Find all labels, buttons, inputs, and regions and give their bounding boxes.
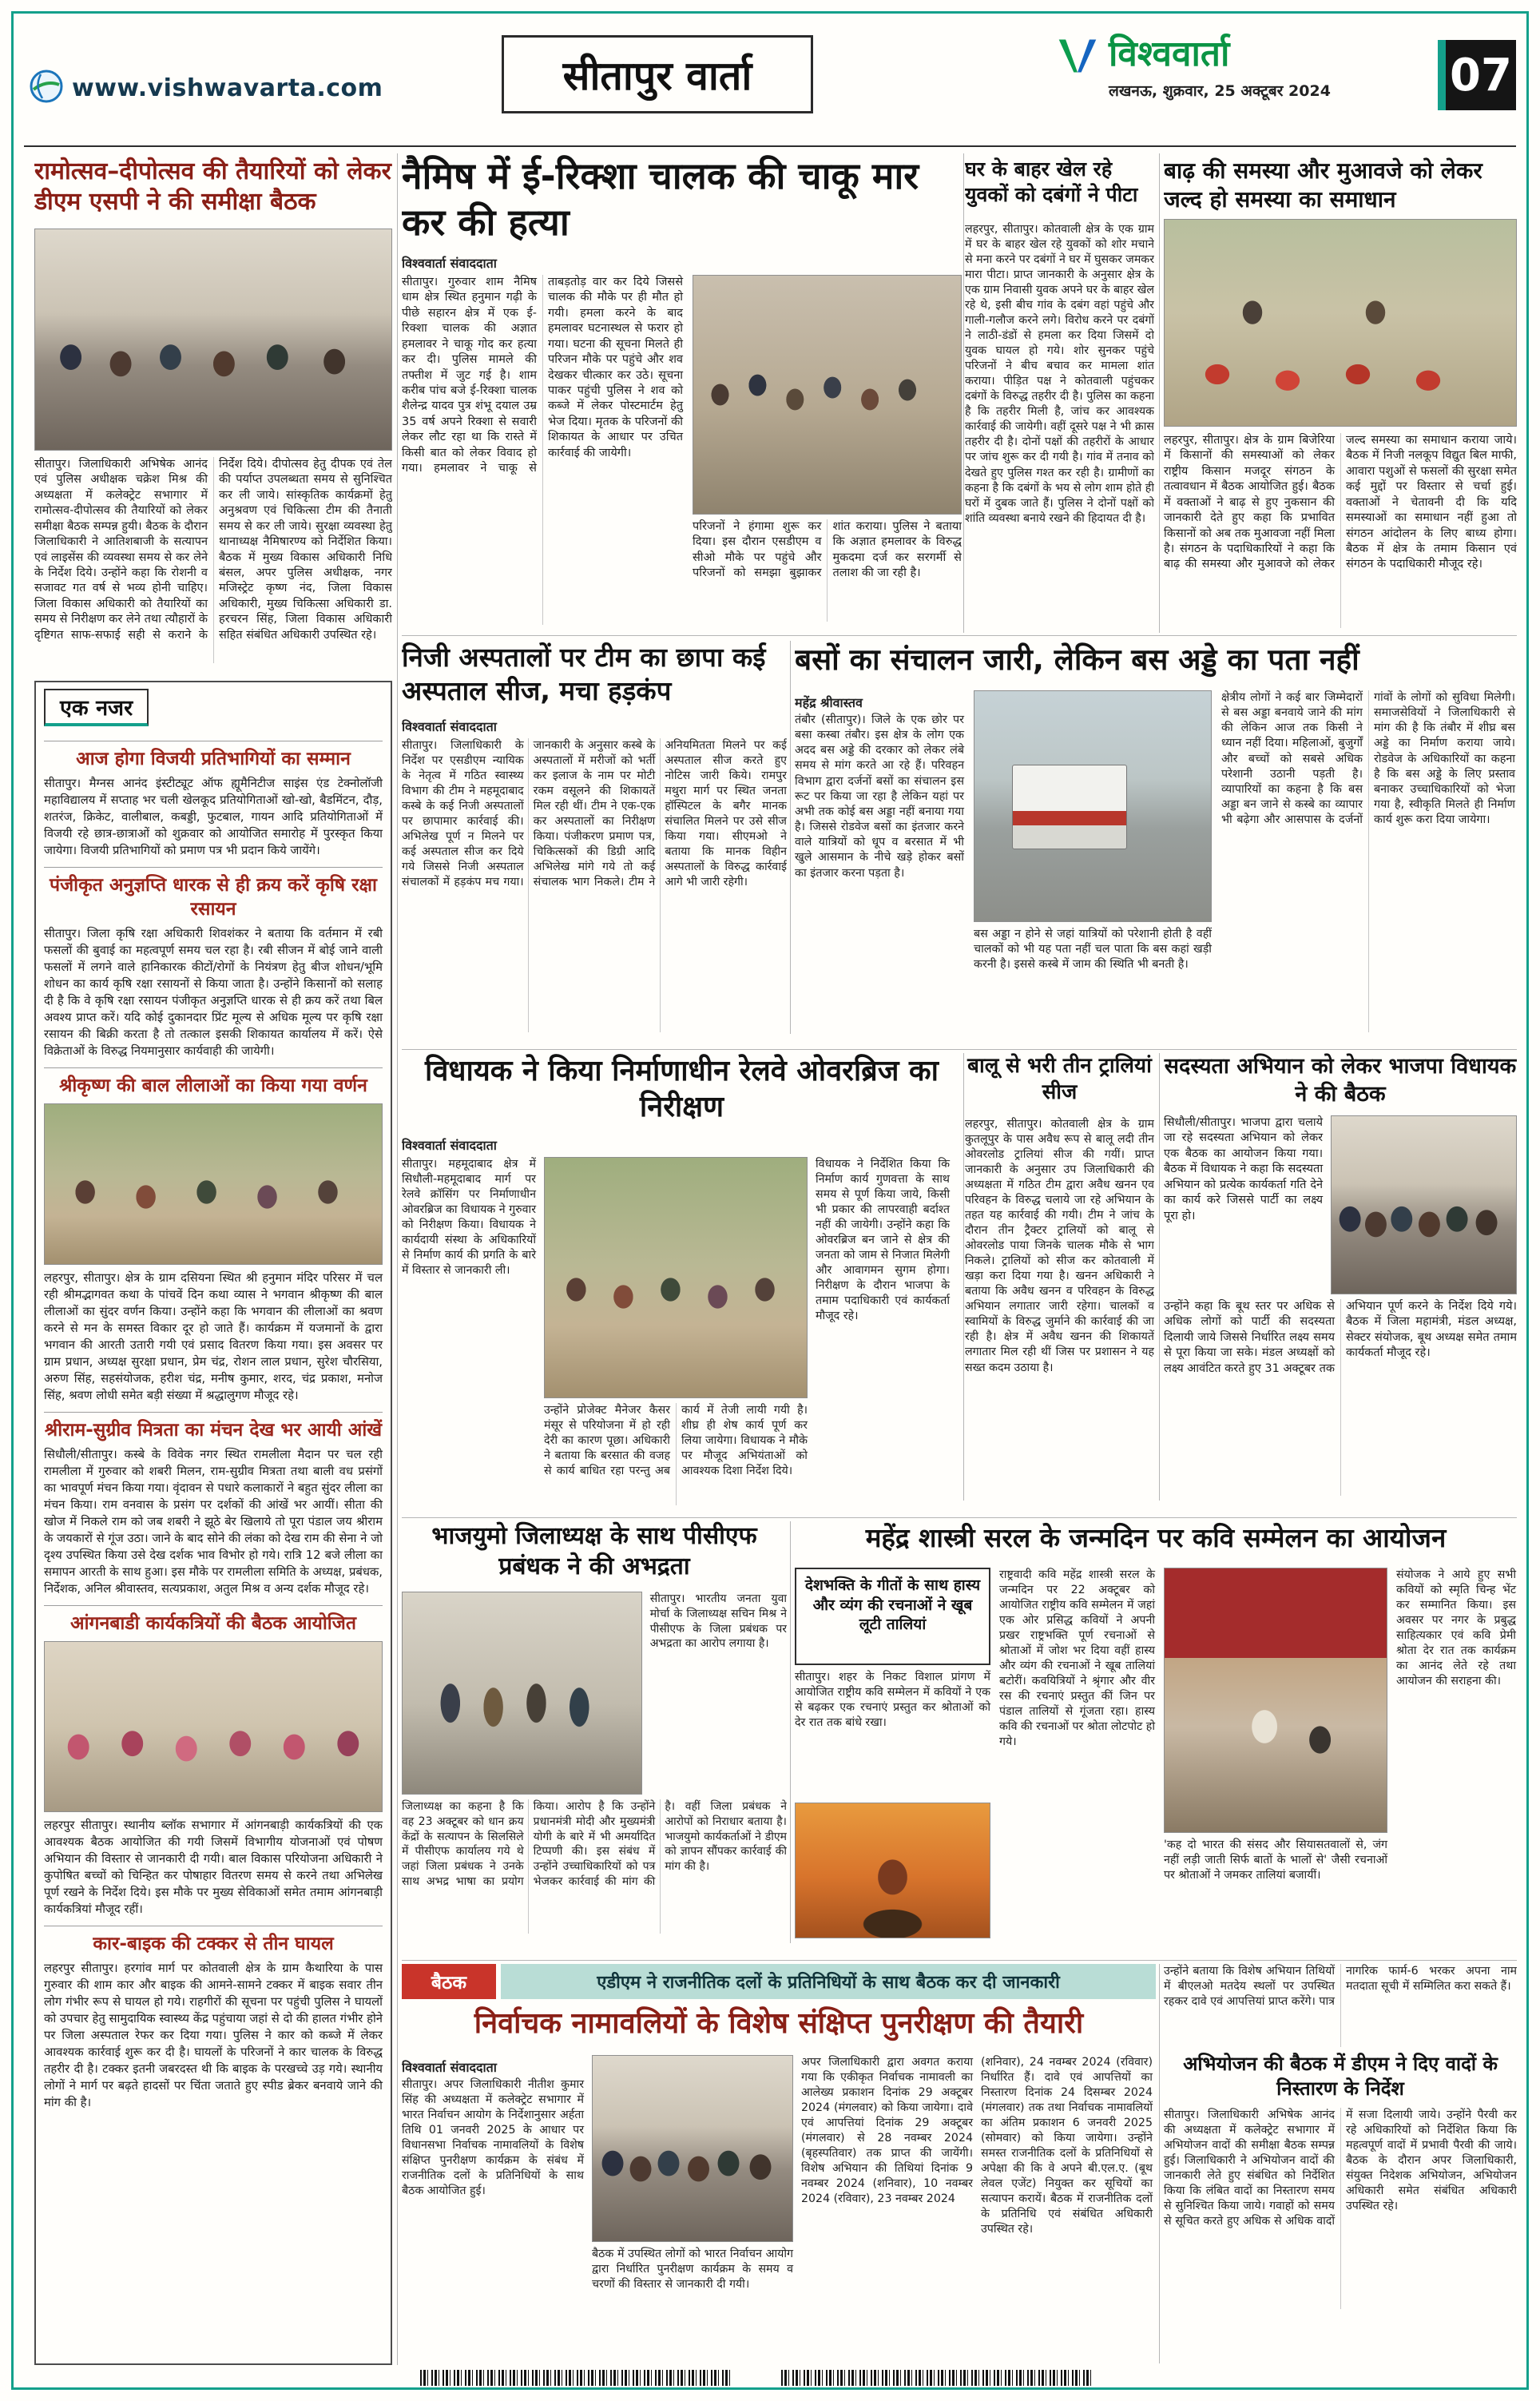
article-body: अपर जिलाधिकारी द्वारा अवगत कराया गया कि एकीकृत निर्वाचक नामावली का आलेख्य प्रकाशन दिनांक 29 अक्टूबर 2024 (मंगलवार) को किया जायेगा। दावे एवं आपत्तियां दिनांक 29 अक्टूबर (मंगलवार) से 28 नवम्बर 2024 (बृहस्पतिवार) तक प्राप्त की जायेंगी। विशेष अभियान की तिथियां दिनांक 9 नवम्बर 2024 (शनिवार), 10 नवम्बर 2024 (रविवार), 23 नवम्बर 2024 (801, 2056, 973, 2206)
article-nirvachak (402, 1964, 1156, 2363)
article-body: उन्होंने प्रोजेक्ट मैनेजर कैसर मंसूर से परियोजना में हो रही देरी का कारण पूछा। अधिकारी ने बताया कि बरसात की वजह से कार्य बाधित रहा परन्तु अब कार्य में तेजी लायी गयी है। शीघ्र ही शेष कार्य पूर्ण कर लिया जायेगा। विधायक ने मौके पर मौजूद अभियंताओं को आवश्यक दिशा निर्देश दिये। (544, 1404, 808, 1478)
headline: आंगनबाडी कार्यकत्रियों की बैठक आयोजित (70, 1613, 356, 1635)
page-number-accent (1438, 40, 1446, 110)
column-divider (1159, 153, 1160, 633)
article-body: सिधौली/सीतापुर। भाजपा द्वारा चलाये जा रहे सदस्यता अभियान को लेकर एक बैठक का आयोजन किया गया। बैठक में विधायक ने कहा कि सदस्यता अभियान को प्रत्येक कार्यकर्ता गति देने का कार्य करे जिससे पार्टी का लक्ष्य पूरा हो। (1164, 1116, 1324, 1222)
article-bhajyumo (402, 1521, 787, 1940)
article-photo (1164, 219, 1517, 427)
brand-name: विश्ववार्ता (1109, 34, 1230, 74)
article-body: संयोजक ने आये हुए सभी कवियों को स्मृति चिन्ह भेंट कर सम्मानित किया। इस अवसर पर नगर के प्रबुद्ध साहित्यकार एवं कवि प्रेमी श्रोता देर रात तक कार्यक्रम का आनंद लेते रहे तथा आयोजन की सराहना की। (1396, 1568, 1516, 1688)
article-body: सीतापुर। जिलाधिकारी के निर्देश पर एसडीएम न्यायिक के नेतृत्व में गठित स्वास्थ्य विभाग की टीम ने महमूदाबाद कस्बे के कई निजी अस्पतालों पर छापामार कार्रवाई की। अभिलेख पूर्ण न मिलने पर कई अस्पताल सीज कर दिये गये जिससे निजी अस्पताल संचालकों में हड़कंप मच गया। जानकारी के अनुसार कस्बे के अस्पतालों में मरीजों को भर्ती कर इलाज के नाम पर मोटी रकम वसूलने की शिकायतें मिल रही थीं। टीम ने एक-एक कर अस्पतालों का निरीक्षण किया। पंजीकरण प्रमाण पत्र, चिकित्सकों की डिग्री आदि अभिलेख मांगे गये तो कई संचालक भाग निकले। टीम ने अनियमितता मिलने पर कई अस्पताल सीज करते हुए नोटिस जारी किये। रामपुर मथुरा मार्ग पर स्थित जनता हॉस्पिटल के बगैर मानक संचालित मिलने पर उसे सीज किया गया। सीएमओ ने बताया कि मानक विहीन अस्पतालों के विरुद्ध कार्रवाई आगे भी जारी रहेगी। (402, 739, 787, 889)
article-photo (1331, 1115, 1517, 1294)
article-body: बस अड्डा न होने से जहां यात्रियों को परेशानी होती है वहीं चालकों को भी यह पता नहीं चल पाता कि बस कहां खड़ी करनी है। इससे कस्बे में जाम की स्थिति भी बनती है। (974, 928, 1212, 972)
article-body: सीतापुर। मैग्नस आनंद इंस्टीट्यूट ऑफ ह्यूमैनिटीज साइंस एंड टेक्नोलॉजी महाविद्यालय में सप्ताह भर चली खेलकूद प्रतियोगिताओं खो-खो, बैडमिंटन, दौड़, शतरंज, क्रिकेट, वालीबाल, कबड्डी, फुटबाल, गायन आदि प्रतियोगिताओं में विजयी रहे छात्र-छात्राओं को शुक्रवार को आयोजित समारोह में पुरस्कृत किया जायेगा। विजयी प्रतिभागियों को प्रमाण पत्र भी प्रदान किये जायेंगे। (44, 777, 383, 858)
headline: कार-बाइक की टक्कर से तीन घायल (93, 1933, 334, 1954)
article-body: सीतापुर। गुरुवार शाम नैमिष धाम क्षेत्र स्थित हनुमान गढ़ी के पीछे सहारन क्षेत्र में एक ई-रिक्शा चालक की अज्ञात हमलावर ने चाकू गोद कर हत्या कर दी। पुलिस मामले की तफ्तीश में जुट गई है। शाम करीब पांच बजे ई-रिक्शा चालक शैलेन्द्र यादव पुत्र शंभू दयाल उम्र 35 वर्ष अपने रिक्शा से सवारी लेकर लौट रहा था कि रास्ते में किसी बात को लेकर विवाद हो गया। हमलावर ने चाकू से ताबड़तोड़ वार कर दिये जिससे चालक की मौके पर ही मौत हो गयी। हमला करने के बाद हमलावर घटनास्थल से फरार हो गया। घटना की सूचना मिलते ही परिजन मौके पर पहुंचे और शव देखकर चीत्कार कर उठे। सूचना पाकर पहुंची पुलिस ने शव को कब्जे में लेकर पोस्टमार्टम हेतु भेज दिया। मृतक के परिजनों की शिकायत के आधार पर उचित कार्रवाई की जायेगी। (402, 276, 683, 475)
barcode (420, 2370, 1091, 2386)
headline: आज होगा विजयी प्रतिभागियों का सम्मान (76, 749, 351, 769)
headline: रामोत्सव–दीपोत्सव की तैयारियों को लेकर डीएम एसपी ने की समीक्षा बैठक (34, 157, 391, 217)
article-body: लहरपुर सीतापुर। हरगांव मार्ग पर कोतवाली क्षेत्र के ग्राम कैथारिया के पास गुरुवार की शाम कार और बाइक की आमने-सामने टक्कर में बाइक सवार तीन लोग गंभीर रूप से घायल हो गये। राहगीरों की सूचना पर पहुंची पुलिस ने घायलों को उपचार हेतु सामुदायिक स्वास्थ्य केंद्र पहुंचाया जहां से दो की हालत गंभीर होने पर जिला अस्पताल रेफर कर दिया गया। पुलिस ने कार को कब्जे में लेकर आवश्यक कार्रवाई शुरू कर दी है। घायलों के परिजनों ने कार चालक के विरुद्ध तहरीर दी है। टक्कर इतनी जबरदस्त थी कि बाइक के परखच्चे उड़ गये। स्थानीय लोगों ने मार्ग पर बढ़ते हादसों पर चिंता जताते हुए स्पीड ब्रेकर बनवाये जाने की मांग की है। (44, 1962, 383, 2110)
site-url[interactable]: www.vishwavarta.com (72, 74, 383, 102)
article-body: सीतापुर। भारतीय जनता युवा मोर्चा के जिलाध्यक्ष सचिन मिश्र ने पीसीएफ के जिला प्रबंधक पर अभद्रता का आरोप लगाया है। (649, 1592, 787, 1651)
column-divider (963, 1053, 964, 1501)
row-divider (402, 1049, 1517, 1050)
news-brief-item (44, 1412, 383, 1597)
article-photo (974, 690, 1212, 922)
globe-icon (29, 69, 64, 107)
article-body: जिलाध्यक्ष का कहना है कि वह 23 अक्टूबर को धान क्रय केंद्रों के सत्यापन के सिलसिले में पीसीएफ कार्यालय गये थे जहां जिला प्रबंधक ने उनके साथ अभद्र भाषा का प्रयोग किया। आरोप है कि उन्होंने प्रधानमंत्री मोदी और मुख्यमंत्री योगी के बारे में भी अमर्यादित टिप्पणी की। इस संबंध में उन्होंने उच्चाधिकारियों को पत्र भेजकर कार्रवाई की मांग की है। वहीं जिला प्रबंधक ने आरोपों को निराधार बताया है। भाजयुमो कार्यकर्ताओं ने डीएम को ज्ञापन सौंपकर कार्रवाई की मांग की है। (402, 1800, 787, 1888)
article-body: सीतापुर। महमूदाबाद क्षेत्र में सिधौली-महमूदाबाद मार्ग पर रेलवे क्रॉसिंग पर निर्माणाधीन ओवरब्रिज का विधायक ने गुरुवार को निरीक्षण किया। विधायक ने कार्यदायी संस्था के अधिकारियों से निर्माण कार्य की प्रगति के बारे में विस्तार से जानकारी ली। (402, 1158, 536, 1278)
article-body: सीतापुर। अपर जिलाधिकारी नीतीश कुमार सिंह की अध्यक्षता में कलेक्ट्रेट सभागार में भारत निर्वाचन आयोग के निर्देशानुसार अर्हता तिथि 01 जनवरी 2025 के आधार पर विधानसभा निर्वाचक नामावलियों के विशेष संक्षिप्त पुनरीक्षण कार्यक्रम के संबंध में राजनीतिक दलों के प्रतिनिधियों के साथ बैठक आयोजित हुई। (402, 2078, 584, 2198)
headline: बाढ़ की समस्या और मुआवजे को लेकर जल्द हो समस्या का समाधान (1164, 157, 1482, 213)
article-buses (795, 641, 1517, 1039)
byline: विश्ववार्ता संवाददाता (402, 1138, 497, 1153)
byline: विश्ववार्ता संवाददाता (402, 719, 497, 734)
headline: पंजीकृत अनुज्ञप्ति धारक से ही क्रय करें कृषि रक्षा रसायन (50, 875, 377, 920)
page-header (24, 22, 1516, 144)
edition-dateline: लखनऊ, शुक्रवार, 25 अक्टूबर 2024 (1109, 82, 1331, 101)
headline: बालू से भरी तीन ट्रालियां सीज (967, 1054, 1152, 1105)
byline: महेंद्र श्रीवास्तव (795, 695, 863, 710)
ek-najar-tab: एक नजर (44, 689, 149, 726)
headline: श्रीराम-सुग्रीव मित्रता का मंचन देख भर आयी आंखें (44, 1419, 383, 1441)
article-photo (544, 1157, 808, 1398)
article-body: राष्ट्रवादी कवि महेंद्र शास्त्री सरल के जन्मदिन पर 22 अक्टूबर को आयोजित राष्ट्रीय कवि सम्मेलन में जहां एक ओर प्रसिद्ध कवियों ने अपनी प्रखर राष्ट्रभक्ति पूर्ण रचनाओं से श्रोताओं में जोश भर दिया वहीं हास्य और व्यंग की रचनाओं ने खूब तालियां बटोरीं। कवयित्रियों ने श्रृंगार और वीर रस की रचनाएं प्रस्तुत कीं जिन पर पंडाल तालियों से गूंजता रहा। हास्य कवि की रचनाओं पर श्रोता लोटपोट हो गये। (999, 1568, 1155, 1749)
article-body: सीतापुर। जिला कृषि रक्षा अधिकारी शिवशंकर ने बताया कि वर्तमान में रबी फसलों की बुवाई का महत्वपूर्ण समय चल रहा है। रबी सीजन में बोई जाने वाली फसलों में लगने वाले हानिकारक कीटों/रोगों के नियंत्रण हेतु बीज शोधन/भूमि शोधन का कार्य कृषि रक्षा रसायनों से किया जाता है। उन्होंने किसानों को सलाह दी है कि वे कृषि रक्षा रसायन पंजीकृत अनुज्ञप्ति धारक से ही क्रय करें तथा बिल अवश्य प्राप्त करें। यदि कोई दुकानदार प्रिंट मूल्य से अधिक मूल्य पर कृषि रक्षा रसायन की बिक्री करता है तो तत्काल इसकी शिकायत कार्यालय में करें। ऐसे विक्रेताओं के विरुद्ध नियमानुसार कार्यवाही की जायेगी। (44, 927, 383, 1059)
headline: भाजयुमो जिलाध्यक्ष के साथ पीसीएफ प्रबंधक ने की अभद्रता (431, 1522, 757, 1581)
column-divider (1159, 1053, 1160, 1501)
article-body: लहरपुर, सीतापुर। कोतवाली क्षेत्र के ग्राम कुतलूपुर के पास अवैध रूप से बालू लदी तीन ओवरलोड ट्रालियां सीज की गयीं। प्राप्त जानकारी के अनुसार उप जिलाधिकारी की अध्यक्षता में गठित टीम द्वारा अवैध खनन एव परिवहन के विरुद्ध चलाये जा रहे अभियान के तहत यह कार्रवाई की गयी। टीम ने जांच के दौरान तीन ट्रैक्टर ट्रालियों को बालू से ओवरलोड पाया जिनके चालक मौके से भाग निकले। ट्रालियों को सीज कर कोतवाली में खड़ा करा दिया गया है। खनन अधिकारी ने बताया कि अवैध खनन व परिवहन के विरुद्ध अभियान लगातार जारी रहेगा। चालकों व स्वामियों के विरुद्ध जुर्माने की कार्रवाई की जा रही है। क्षेत्र में अवैध खनन की शिकायतें लगातार मिल रही थीं जिस पर प्रशासन ने यह सख्त कदम उठाया है। (965, 1118, 1154, 1374)
column-divider (397, 153, 398, 2365)
article-body: विधायक ने निर्देशित किया कि निर्माण कार्य गुणवत्ता के साथ समय से पूर्ण किया जाये, किसी भी प्रकार की लापरवाही बर्दाश्त नहीं की जायेगी। उन्होंने कहा कि ओवरब्रिज बन जाने से क्षेत्र की जनता को जाम से निजात मिलेगी और आवागमन सुगम होगा। निरीक्षण के दौरान भाजपा के तमाम पदाधिकारी एवं कार्यकर्ता मौजूद रहे। (816, 1158, 950, 1323)
news-brief-item (44, 867, 383, 1059)
row-divider (402, 1960, 1517, 1961)
article-body: लहरपुर, सीतापुर। क्षेत्र के ग्राम बिजेरिया में किसानों की समस्याओं को लेकर राष्ट्रीय किसान मजदूर संगठन के तत्वावधान में बैठक आयोजित हुई। बैठक में वक्ताओं ने बाढ़ से हुए नुकसान की जानकारी देते हुए कहा कि प्रभावित किसानों को अब तक मुआवजा नहीं मिला है। संगठन के पदाधिकारियों ने कहा कि बाढ़ की समस्या और मुआवजे को लेकर जल्द समस्या का समाधान कराया जाये। बैठक में निजी नलकूप विद्युत बिल माफी, आवारा पशुओं से फसलों की सुरक्षा समेत कई मुद्दों पर विस्तार से चर्चा हुई। वक्ताओं ने चेतावनी दी कि यदि समस्याओं का समाधान नहीं हुआ तो संगठन आंदोलन के लिए बाध्य होगा। बैठक में क्षेत्र के तमाम किसान एवं संगठन के पदाधिकारी मौजूद रहे। (1164, 434, 1517, 571)
article-body: (शनिवार), 24 नवम्बर 2024 (रविवार) निर्धारित हैं। दावे एवं आपत्तियों का निस्तारण दिनांक 24 दिसम्बर 2024 (मंगलवार) तक तथा निर्वाचक नामावलियों का अंतिम प्रकाशन 6 जनवरी 2025 (सोमवार) को किया जायेगा। उन्होंने समस्त राजनीतिक दलों के प्रतिनिधियों से अपेक्षा की कि वे अपने बी.एल.ए. (बूथ लेवल एजेंट) नियुक्त कर सूचियों का सत्यापन करायें। बैठक में राजनीतिक दलों के प्रतिनिधि एवं संबंधित अधिकारी उपस्थित रहे। (981, 2056, 1153, 2236)
row-divider (402, 1517, 1517, 1518)
article-body: सिधौली/सीतापुर। कस्बे के विवेक नगर स्थित रामलीला मैदान पर चल रही रामलीला में गुरुवार को शबरी मिलन, राम-सुग्रीव मित्रता तथा बाली वध प्रसंगों का भावपूर्ण मंचन किया गया। वृंदावन से पधारे कलाकारों ने बहुत सुंदर लीला का मंचन किया। राम वनवास के प्रसंग पर दर्शकों की आंखें भर आयीं। सीता की खोज में निकले राम को जब शबरी ने झूठे बेर खिलाये तो पूरा पंडाल जय श्रीराम के जयकारों से गूंज उठा। जाने के बाद सोने की लंका को देख राम की सेना ने जो दृश्य उपस्थित किया उसे देख दर्शक भाव विभोर हो गये। रात्रि 12 बजे लीला का समापन आरती के साथ हुआ। इस मौके पर रामलीला समिति के अध्यक्ष, प्रबंधक, निर्देशक, अनिल श्रीवास्तव, सत्यप्रकाश, अतुल मिश्र व अन्य दर्शक मौजूद रहे। (44, 1448, 383, 1596)
article-photo (44, 1103, 383, 1265)
column-divider (1159, 1964, 1160, 2363)
tag-badge: बैठक (402, 1964, 496, 1999)
barcode-segment (781, 2370, 1091, 2386)
article-photo (693, 275, 962, 515)
page-number: 07 (1438, 40, 1516, 110)
article-baadh (1164, 157, 1517, 633)
article-overbridge (402, 1053, 962, 1505)
news-brief-item (44, 741, 383, 859)
row-divider (402, 635, 1517, 636)
article-dabang (965, 157, 1154, 633)
byline: विश्ववार्ता संवाददाता (402, 2060, 497, 2075)
headline: घर के बाहर खेल रहे युवकों को दबंगों ने पीटा (965, 157, 1138, 206)
article-body: सीतापुर। जिलाधिकारी अभिषेक आनंद की अध्यक्षता में कलेक्ट्रेट सभागार में अभियोजन वादों की समीक्षा बैठक सम्पन्न हुई। जिलाधिकारी ने अभियोजन वादों की जानकारी लेते हुए संबंधित को निर्देशित किया कि लंबित वादों का निस्तारण समय से सुनिश्चित किया जाये। गवाहों को समय से सूचित करते हुए अधिक से अधिक वादों में सजा दिलायी जाये। उन्होंने पैरवी कर रहे अधिकारियों को निर्देशित किया कि महत्वपूर्ण वादों में प्रभावी पैरवी की जाये। बैठक के दौरान अपर जिलाधिकारी, संयुक्त निदेशक अभियोजन, अभियोजन अधिकारी समेत संबंधित अधिकारी उपस्थित रहे। (1164, 2109, 1517, 2228)
headline: निजी अस्पतालों पर टीम का छापा कई अस्पताल सीज, मचा हड़कंप (402, 642, 766, 707)
article-body: तंबौर (सीतापुर)। जिले के एक छोर पर बसा कस्बा तंबौर। इस क्षेत्र के लोग एक अदद बस अड्डे की दरकार को लेकर लंबे समय से मांग करते आ रहे हैं। परिवहन विभाग द्वारा दर्जनों बसों का संचालन इस रूट पर किया जा रहा है लेकिन यहां पर अभी तक कोई बस अड्डा नहीं बनाया गया है। जिससे रोडवेज बसों का इंतजार करने वाले यात्रियों को धूप व बरसात में भी खुले आसमान के नीचे खड़े होकर बसों का इंतजार करना पड़ता है। (795, 714, 964, 880)
news-brief-item (44, 1926, 383, 2111)
article-body: सीतापुर। शहर के निकट विशाल प्रांगण में आयोजित राष्ट्रीय कवि सम्मेलन में कवियों ने एक से बढ़कर एक रचनाएं प्रस्तुत कर श्रोताओं को देर रात तक बांधे रखा। (795, 1671, 990, 1730)
column-divider (790, 1521, 791, 1943)
headline: महेंद्र शास्त्री सरल के जन्मदिन पर कवि सम्मेलन का आयोजन (865, 1522, 1447, 1553)
headline: निर्वाचक नामावलियों के विशेष संक्षिप्त पुनरीक्षण की तैयारी (474, 2007, 1084, 2040)
article-photo (592, 2055, 793, 2242)
headline: नैमिष में ई-रिक्शा चालक की चाकू मार कर की हत्या (402, 154, 919, 244)
article-abhiyojan (1164, 1964, 1517, 2316)
masthead: सीतापुर वार्ता (502, 35, 813, 113)
headline: बसों का संचालन जारी, लेकिन बस अड्डे का पता नहीं (795, 642, 1359, 677)
subheadline: देशभक्ति के गीतों के साथ हास्य और व्यंग की रचनाओं ने खूब लूटी तालियां (795, 1568, 990, 1665)
article-kavi (795, 1521, 1517, 1946)
headline: विधायक ने किया निर्माणाधीन रेलवे ओवरब्रिज का निरीक्षण (425, 1055, 939, 1123)
article-ramotsav (34, 157, 392, 674)
article-body: लहरपुर सीतापुर। स्थानीय ब्लॉक सभागार में आंगनबाड़ी कार्यकत्रियों की एक आवश्यक बैठक आयोजित की गयी जिसमें विभागीय योजनाओं एवं पोषण अभियान की विस्तार से जानकारी दी गयी। बाल विकास परियोजना अधिकारी ने कुपोषित बच्चों को चिन्हित कर पोषाहार वितरण समय से करने तथा अभिलेख पूर्ण रखने के निर्देश दिये। इस मौके पर मुख्य सेविकाओं समेत तमाम आंगनबाड़ी कार्यकत्रियां मौजूद रहीं। (44, 1818, 383, 1916)
article-photo (1164, 1568, 1387, 1833)
article-body: सीतापुर। जिलाधिकारी अभिषेक आनंद एवं पुलिस अधीक्षक चक्रेश मिश्र की अध्यक्षता में कलेक्ट्रेट सभागार में रामोत्सव-दीपोत्सव की तैयारियों को लेकर समीक्षा बैठक सम्पन्न हुयी। बैठक के दौरान जिलाधिकारी ने आतिशबाजी के सत्यापन एवं लाइसेंस की व्यवस्था समय से कर लेने के निर्देश दिये। उन्होंने कहा कि रोशनी व सजावट गत वर्ष से भव्य होनी चाहिए। जिला विकास अधिकारी को तैयारियों का समय से निरीक्षण कर लेने तथा त्यौहारों के दृष्टिगत साफ-सफाई सही से कराने के निर्देश दिये। दीपोत्सव हेतु दीपक एवं तेल की पर्याप्त उपलब्धता समय से सुनिश्चित कर ली जाये। सांस्कृतिक कार्यक्रमों हेतु अनुश्रवण एवं चिकित्सा टीम की तैनाती समय से कर ली जाये। सुरक्षा व्यवस्था हेतु थानाध्यक्ष नैमिषारण्य को निर्देशित किया। बैठक में मुख्य विकास अधिकारी निधि बंसल, अपर पुलिस अधीक्षक, नगर मजिस्ट्रेट कृष्ण नंद, जिला विकास अधिकारी, मुख्य चिकित्सा अधिकारी डा. हरचरन सिंह, जिला विकास अधिकारी सहित संबंधित अधिकारी उपस्थित रहे। (34, 458, 392, 642)
byline: विश्ववार्ता संवाददाता (402, 256, 497, 271)
article-body: लहरपुर, सीतापुर। क्षेत्र के ग्राम दसियना स्थित श्री हनुमान मंदिर परिसर में चल रही श्रीमद्भागवत कथा के पांचवें दिन कथा व्यास ने भगवान श्रीकृष्ण की बाल लीलाओं का सुंदर वर्णन किया। उन्होंने कहा कि भगवान की लीलाओं का श्रवण करने से मन के समस्त विकार दूर हो जाते हैं। कार्यक्रम में यजमानों के द्वारा भगवान की आरती उतारी गयी एवं प्रसाद वितरण किया गया। इस अवसर पर ग्राम प्रधान, अध्यक्ष सुरक्षा प्रधान, प्रेम चंद्र, रोशन लाल प्रधान, सुरेश चौरसिया, अरुण सिंह, सहसंयोजक, हरीश चंद्र, मनीष कुमार, शरद, चंद्र प्रकाश, मनोज सिंह, श्रवण लोधी समेत बड़ी संख्या में श्रद्धालुगण मौजूद रहे। (44, 1270, 383, 1402)
article-photo (795, 1803, 990, 1938)
header-divider (24, 145, 1516, 147)
article-photo (34, 229, 392, 451)
article-body: लहरपुर, सीतापुर। कोतवाली क्षेत्र के एक ग्राम में घर के बाहर खेल रहे युवकों को शोर मचाने से मना करने पर दबंगों ने घर में घुसकर जमकर मारा पीटा। प्राप्त जानकारी के अनुसार क्षेत्र के एक ग्राम निवासी युवक अपने घर के बाहर खेल रहे थे, इसी बीच गांव के दबंग वहां पहुंचे और गाली-गलौज करने लगे। विरोध करने पर दबंगों ने लाठी-डंडों से हमला कर दिया जिसमें दो युवक घायल हो गये। शोर सुनकर पहुंचे परिजनों ने बीच बचाव कर मामला शांत कराया। पीड़ित पक्ष ने कोतवाली पहुंचकर दबंगों के विरुद्ध तहरीर दी है। पुलिस का कहना है कि तहरीर मिली है, जांच कर आवश्यक कार्रवाई की जायेगी। वहीं दूसरे पक्ष ने भी क्रास तहरीर दी है। दोनों पक्षों की तहरीरों के आधार पर जांच शुरू कर दी गयी है। गांव में तनाव को देखते हुए पुलिस गश्त कर रही है। ग्रामीणों का कहना है कि दबंगों के भय से लोग शाम होते ही घरों में दुबक जाते हैं। पुलिस ने दोनों पक्षों को शांति व्यवस्था बनाये रखने की हिदायत दी है। (965, 223, 1154, 525)
ek-najar-box (34, 681, 392, 2365)
headline: श्रीकृष्ण की बाल लीलाओं का किया गया वर्णन (59, 1075, 367, 1097)
article-photo (44, 1641, 383, 1812)
article-body: क्षेत्रीय लोगों ने कई बार जिम्मेदारों से बस अड्डा बनवाये जाने की मांग की लेकिन आज तक किसी ने ध्यान नहीं दिया। महिलाओं, बुजुर्गों और बच्चों को सबसे अधिक परेशानी उठानी पड़ती है। व्यापारियों का कहना है कि बस अड्डा बन जाने से कस्बे का व्यापार भी बढ़ेगा और आसपास के दर्जनों गांवों के लोगों को सुविधा मिलेगी। समाजसेवियों ने जिलाधिकारी से मांग की है कि तंबौर में शीघ्र बस अड्डे का निर्माण कराया जाये। रोडवेज के अधिकारियों का कहना है कि बस अड्डे के लिए प्रस्ताव बनाकर उच्चाधिकारियों को भेजा गया है, स्वीकृति मिलते ही निर्माण कार्य शुरू करा दिया जायेगा। (1221, 691, 1515, 827)
news-brief-item (44, 1067, 383, 1403)
column-divider (790, 641, 791, 1034)
article-body: उन्होंने कहा कि बूथ स्तर पर अधिक से अधिक लोगों को पार्टी की सदस्यता दिलायी जाये जिससे निर्धारित लक्ष्य समय से पूरा किया जा सके। मंडल अध्यक्षों को लक्ष्य आवंटित करते हुए 31 अक्टूबर तक अभियान पूर्ण करने के निर्देश दिये गये। बैठक में जिला महामंत्री, मंडल अध्यक्ष, सेक्टर संयोजक, बूथ अध्यक्ष समेत तमाम कार्यकर्ता मौजूद रहे। (1164, 1300, 1517, 1375)
article-body: उन्होंने बताया कि विशेष अभियान तिथियों में बीएलओ मतदेय स्थलों पर उपस्थित रहकर दावे एवं आपत्तियां प्राप्त करेंगे। पात्र नागरिक फार्म-6 भरकर अपना नाम मतदाता सूची में सम्मिलित करा सकते हैं। (1164, 1965, 1517, 2009)
headline: सदस्यता अभियान को लेकर भाजपा विधायक ने की बैठक (1164, 1054, 1517, 1107)
article-naimish (402, 153, 962, 631)
column-divider (963, 153, 964, 633)
article-body: बैठक में उपस्थित लोगों को भारत निर्वाचन आयोग द्वारा निर्धारित पुनरीक्षण कार्यक्रम के समय व चरणों की विस्तार से जानकारी दी गयी। (592, 2248, 793, 2292)
brand-logo-icon (1056, 35, 1099, 80)
news-brief-item (44, 1605, 383, 1917)
article-baalu (965, 1053, 1154, 1501)
article-photo (402, 1592, 642, 1795)
article-body: 'कह दो भारत की संसद और सियासतवालों से, जंग नहीं लड़ी जाती सिर्फ बातों के भालों से' जैसी रचनाओं पर श्रोताओं ने जमकर तालियां बजायीं। (1164, 1839, 1387, 1882)
article-aspataal (402, 641, 787, 1039)
headline: अभियोजन की बैठक में डीएम ने दिए वादों के निस्तारण के निर्देश (1183, 2053, 1498, 2100)
article-sadasyata (1164, 1053, 1517, 1501)
barcode-segment (420, 2370, 730, 2386)
strip-headline: एडीएम ने राजनीतिक दलों के प्रतिनिधियों के साथ बैठक कर दी जानकारी (501, 1964, 1156, 1999)
article-body: परिजनों ने हंगामा शुरू कर दिया। इस दौरान एसडीएम व सीओ मौके पर पहुंचे और परिजनों को समझा बुझाकर शांत कराया। पुलिस ने बताया कि अज्ञात हमलावर के विरुद्ध मुकदमा दर्ज कर सरगर्मी से तलाश की जा रही है। (693, 520, 962, 580)
